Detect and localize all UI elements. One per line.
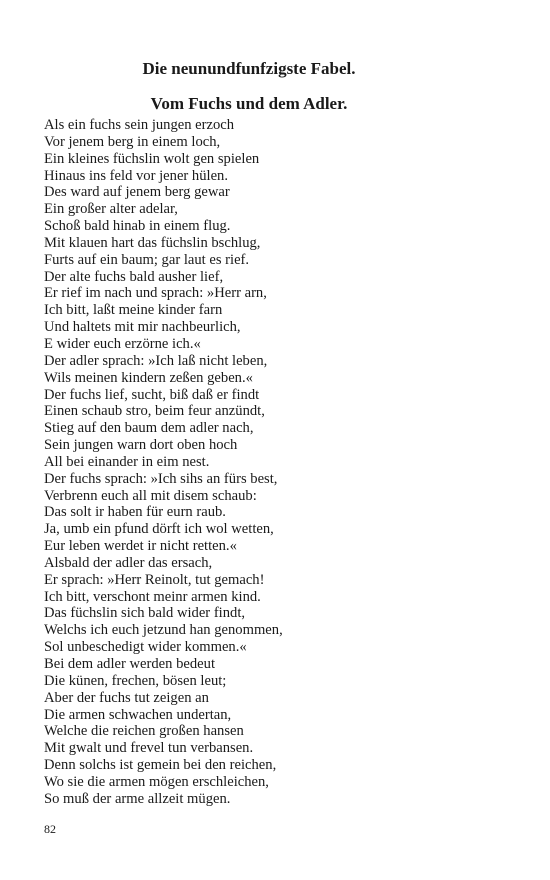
poem-line: Vor jenem berg in einem loch, (44, 133, 221, 150)
poem-line: Welche die reichen großen hansen (44, 723, 244, 740)
poem-line: Furts auf ein baum; gar laut es rief. (44, 251, 250, 268)
poem-line: Eur leben werdet ir nicht retten.« (44, 538, 237, 555)
poem-line: Ein großer alter adelar, (44, 201, 178, 218)
poem-line: Schoß bald hinab in einem flug. (44, 218, 231, 235)
poem-line: Sol unbeschedigt wider kommen.« (44, 639, 247, 656)
poem-line: Welchs ich euch jetzund han genommen, (44, 622, 283, 639)
poem-line: E wider euch erzörne ich.« (44, 335, 201, 352)
poem-line: Bei dem adler werden bedeut (44, 656, 215, 672)
poem-line: Und haltets mit mir nachbeurlich, (44, 319, 241, 336)
poem-line: Sein jungen warn dort oben hoch (44, 437, 238, 454)
poem-line: Stieg auf den baum dem adler nach, (44, 420, 254, 437)
poem-line: Einen schaub stro, beim feur anzündt, (44, 403, 265, 420)
poem-line: Mit gwalt und frevel tun verbansen. (44, 740, 254, 757)
poem-line: Hinaus ins feld vor jener hülen. (44, 167, 228, 184)
poem-line: Aber der fuchs tut zeigen an (44, 689, 209, 706)
poem-line: Ich bitt, verschont meinr armen kind. (44, 588, 261, 605)
poem-line: Des ward auf jenem berg gewar (44, 184, 230, 201)
poem-line: Ja, umb ein pfund dörft ich wol wetten, (44, 521, 274, 538)
poem-line: So muß der arme allzeit mügen. (44, 790, 231, 807)
poem-line: Wo sie die armen mögen erschleichen, (44, 773, 269, 790)
poem-line: Die künen, frechen, bösen leut; (44, 672, 227, 689)
poem-line: Alsbald der adler das ersach, (44, 554, 213, 571)
fable-title: Die neunundfunfzigste Fabel. (142, 59, 356, 78)
poem-line: Das füchslin sich bald wider findt, (44, 605, 246, 622)
poem-line: All bei einander in eim nest. (44, 453, 210, 470)
poem-line: Als ein fuchs sein jungen erzoch (44, 117, 235, 133)
page-number: 82 (44, 822, 56, 836)
poem-line: Ein kleines füchslin wolt gen spielen (44, 150, 260, 167)
poem-line: Der alte fuchs bald ausher lief, (44, 268, 224, 285)
poem-line: Wils meinen kindern zeßen geben.« (44, 369, 253, 386)
poem-line: Der adler sprach: »Ich laß nicht leben, (44, 352, 268, 369)
poem-line: Denn solchs ist gemein bei den reichen, (44, 757, 277, 774)
poem-text (44, 117, 283, 808)
poem-line: Der fuchs lief, sucht, biß daß er findt (44, 386, 260, 403)
poem-line: Verbrenn euch all mit disem schaub: (44, 487, 257, 504)
poem-line: Er sprach: »Herr Reinolt, tut gemach! (44, 571, 265, 588)
poem-line: Mit klauen hart das füchslin bschlug, (44, 234, 261, 251)
poem-line: Das solt ir haben für eurn raub. (44, 504, 226, 521)
fable-subtitle: Vom Fuchs und dem Adler. (150, 94, 348, 113)
poem-line: Die armen schwachen undertan, (44, 706, 232, 723)
poem-line: Er rief im nach und sprach: »Herr arn, (44, 285, 267, 302)
poem-line: Ich bitt, laßt meine kinder farn (44, 302, 223, 319)
poem-line: Der fuchs sprach: »Ich sihs an fürs best, (44, 470, 278, 487)
